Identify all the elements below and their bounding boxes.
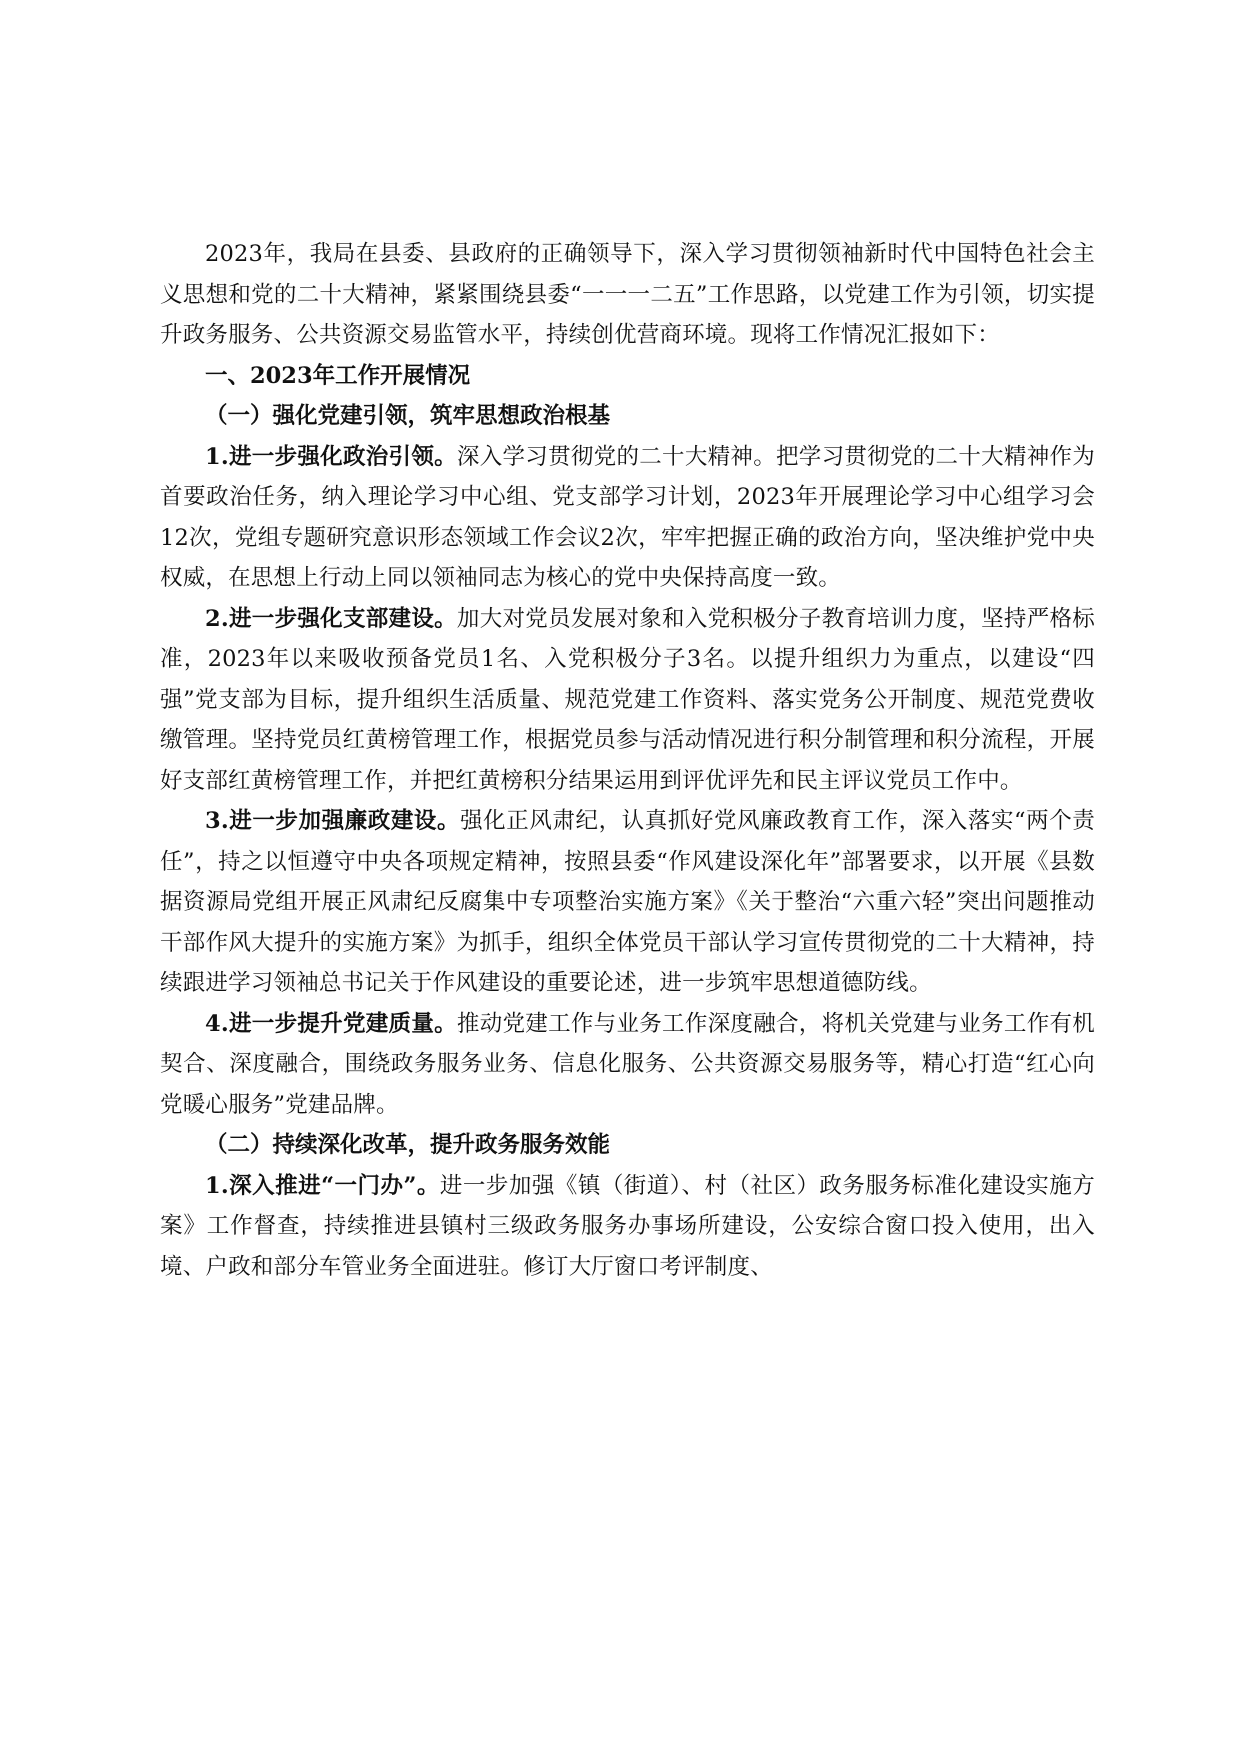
section-heading: 一、2023年工作开展情况: [205, 362, 471, 389]
item-lead: 4.进一步提升党建质量。: [205, 1010, 457, 1037]
subsection-heading-1: （一）强化党建引领，筑牢思想政治根基: [205, 403, 611, 429]
item-paragraph: [160, 437, 1095, 599]
item-paragraph: [160, 801, 1095, 1004]
item-paragraph: [160, 599, 1095, 802]
item-paragraph: [160, 1166, 1095, 1288]
document-page: [160, 234, 1095, 1287]
item-paragraph: [160, 1004, 1095, 1126]
item-text: 强化正风肃纪，认真抓好党风廉政教育工作，深入落实“两个责任”，持之以恒遵守中央各项规定精神，按照县委“作风建设深化年”部署要求，以开展《县数据资源局党组开展正风肃纪反腐集中专项整治实施方案》《关于整治“六重六轻”突出问题推动干部作风大提升的实施方案》为抓手，组织全体党员干部认学习宣传贯彻党的二十大精神，持续跟进学习领袖总书记关于作风建设的重要论述，进一步筑牢思想道德防线。: [160, 808, 1096, 996]
item-text: 进一步加强《镇（街道）、村（社区）政务服务标准化建设实施方案》工作督查，持续推进县镇村三级政务服务办事场所建设，公安综合窗口投入使用，出入境、户政和部分车管业务全面进驻。修订大厅窗口考评制度、: [160, 1172, 1095, 1280]
item-lead: 2.进一步强化支部建设。: [205, 605, 457, 632]
subsection-heading-2: （二）持续深化改革，提升政务服务效能: [205, 1132, 611, 1158]
item-lead: 1.进一步强化政治引领。: [205, 443, 457, 470]
item-text: 深入学习贯彻党的二十大精神。把学习贯彻党的二十大精神作为首要政治任务，纳入理论学习中心组、党支部学习计划，2023年开展理论学习中心组学习会12次，党组专题研究意识形态领域工作会议2次，牢牢把握正确的政治方向，坚决维护党中央权威，在思想上行动上同以领袖同志为核心的党中央保持高度一致。: [160, 443, 1095, 591]
intro-paragraph: 2023年，我局在县委、县政府的正确领导下，深入学习贯彻领袖新时代中国特色社会主义思想和党的二十大精神，紧紧围绕县委“一一一二五”工作思路，以党建工作为引领，切实提升政务服务、公共资源交易监管水平，持续创优营商环境。现将工作情况汇报如下：: [160, 241, 1095, 348]
item-lead: 3.进一步加强廉政建设。: [205, 808, 461, 834]
item-text: 加大对党员发展对象和入党积极分子教育培训力度，坚持严格标准，2023年以来吸收预备党员1名、入党积极分子3名。以提升组织力为重点，以建设“四强”党支部为目标，提升组织生活质量、规范党建工作资料、落实党务公开制度、规范党费收缴管理。坚持党员红黄榜管理工作，根据党员参与活动情况进行积分制管理和积分流程，开展好支部红黄榜管理工作，并把红黄榜积分结果运用到评优评先和民主评议党员工作中。: [160, 605, 1095, 794]
item-text: 推动党建工作与业务工作深度融合，将机关党建与业务工作有机契合、深度融合，围绕政务服务业务、信息化服务、公共资源交易服务等，精心打造“红心向党暖心服务”党建品牌。: [160, 1010, 1095, 1118]
item-lead: 1.深入推进“一门办”。: [205, 1172, 440, 1199]
